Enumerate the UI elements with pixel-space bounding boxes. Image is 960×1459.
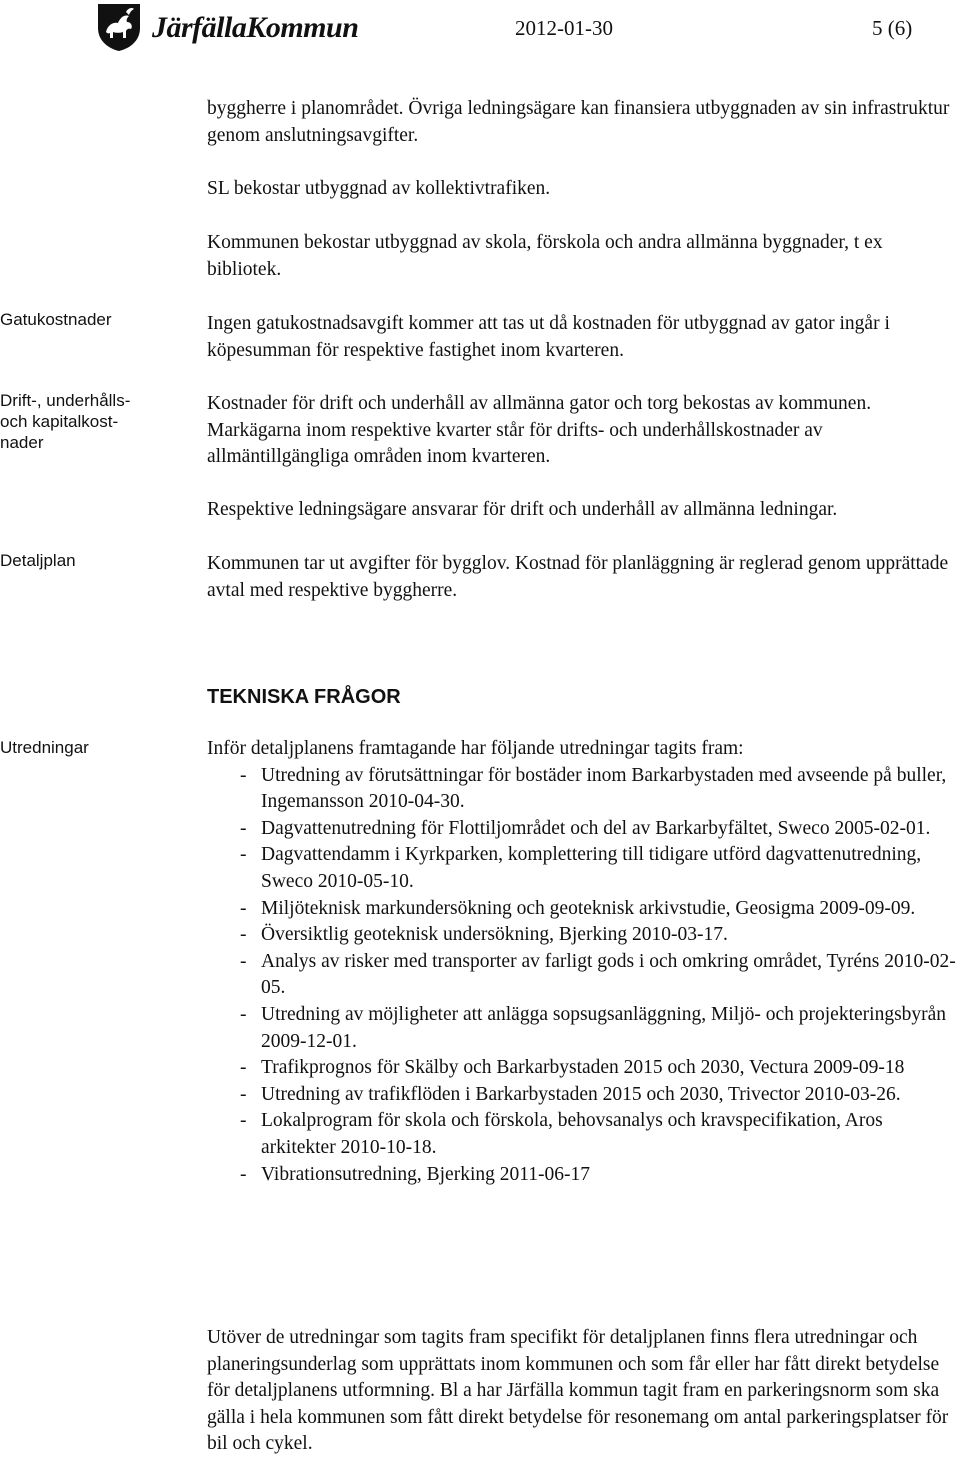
utredningar-intro: Inför detaljplanens framtagande har följande utredningar tagits fram: (207, 738, 744, 759)
list-item: - Översiktlig geoteknisk undersökning, Bjerking 2010-03-17. (240, 924, 728, 946)
utredningar-outro: Utöver de utredningar som tagits fram specifikt för detaljplanen finns flera utredningar och planeringsunderlag som upprättats inom kommunen och som får eller har fått direkt betydelse för detaljplanens utformning. Bl a har Järfälla kommun tagit fram en parkeringsnorm som ska gälla i hela kommunen som fått direkt betydelse för resonemang om antal parkeringsplatser för bil och cykel. (207, 1327, 949, 1455)
logo-wordmark: JärfällaKommun (152, 11, 359, 44)
coat-of-arms-icon (96, 2, 142, 52)
section-heading-tekniska: TEKNISKA FRÅGOR (207, 686, 401, 708)
list-item: - Utredning av möjligheter att anlägga sopsugsanläggning, Miljö- och projekteringsbyrån 2009-12-01. (240, 1003, 947, 1052)
list-item: - Utredning av förutsättningar för bostäder inom Barkarbystaden med avseende på buller, Ingemansson 2010-04-30. (240, 764, 947, 813)
list-item: - Analys av risker med transporter av farligt gods i och omkring området, Tyréns 2010-02-05. (240, 950, 956, 999)
side-heading-detaljplan: Detaljplan (0, 551, 76, 570)
side-heading-drift: Drift-, underhålls- och kapitalkost- nader (0, 391, 131, 452)
list-item: - Utredning av trafikflöden i Barkarbystaden 2015 och 2030, Trivector 2010-03-26. (240, 1083, 901, 1105)
side-heading-gatukostnader: Gatukostnader (0, 310, 112, 329)
list-item: - Vibrationsutredning, Bjerking 2011-06-17 (240, 1163, 591, 1185)
page-number: 5 (6) (872, 16, 913, 40)
utredningar-list (207, 763, 957, 1189)
municipality-logo (96, 2, 359, 54)
intro-paragraph-1: byggherre i planområdet. Övriga ledningsägare kan finansiera utbyggnaden av sin infrastruktur genom anslutningsavgifter. (207, 98, 950, 146)
side-heading-utredningar: Utredningar (0, 738, 89, 757)
list-item: - Dagvattenutredning för Flottiljområdet och del av Barkarbyfältet, Sweco 2005-02-01. (240, 817, 931, 839)
drift-paragraph-1: Kostnader för drift och underhåll av allmänna gator och torg bekostas av kommunen. Markägarna inom respektive kvarter står för drifts- och underhållskostnader av allmäntillgängliga områden inom kvarteren. (207, 393, 872, 468)
list-item: - Lokalprogram för skola och förskola, behovsanalys och kravspecifikation, Aros arkitekter 2010-10-18. (240, 1110, 883, 1158)
intro-paragraph-3: Kommunen bekostar utbyggnad av skola, förskola och andra allmänna byggnader, t ex bibliotek. (207, 232, 883, 280)
list-item: - Dagvattendamm i Kyrkparken, komplettering till tidigare utförd dagvattenutredning, Sweco 2010-05-10. (240, 844, 922, 892)
detaljplan-text: Kommunen tar ut avgifter för bygglov. Kostnad för planläggning är reglerad genom upprättade avtal med respektive byggherre. (207, 553, 949, 601)
list-item: - Trafikprognos för Skälby och Barkarbystaden 2015 och 2030, Vectura 2009-09-18 (240, 1057, 905, 1079)
list-item: - Miljöteknisk markundersökning och geoteknisk arkivstudie, Geosigma 2009-09-09. (240, 897, 916, 919)
utredningar-block (207, 736, 957, 1188)
intro-paragraph-2: SL bekostar utbyggnad av kollektivtrafiken. (207, 178, 551, 199)
gatukostnader-text: Ingen gatukostnadsavgift kommer att tas ut då kostnaden för utbyggnad av gator ingår i köpesumman för respektive fastighet inom kvarteren. (207, 313, 890, 361)
document-date: 2012-01-30 (515, 16, 613, 40)
drift-paragraph-2: Respektive ledningsägare ansvarar för drift och underhåll av allmänna ledningar. (207, 499, 838, 520)
